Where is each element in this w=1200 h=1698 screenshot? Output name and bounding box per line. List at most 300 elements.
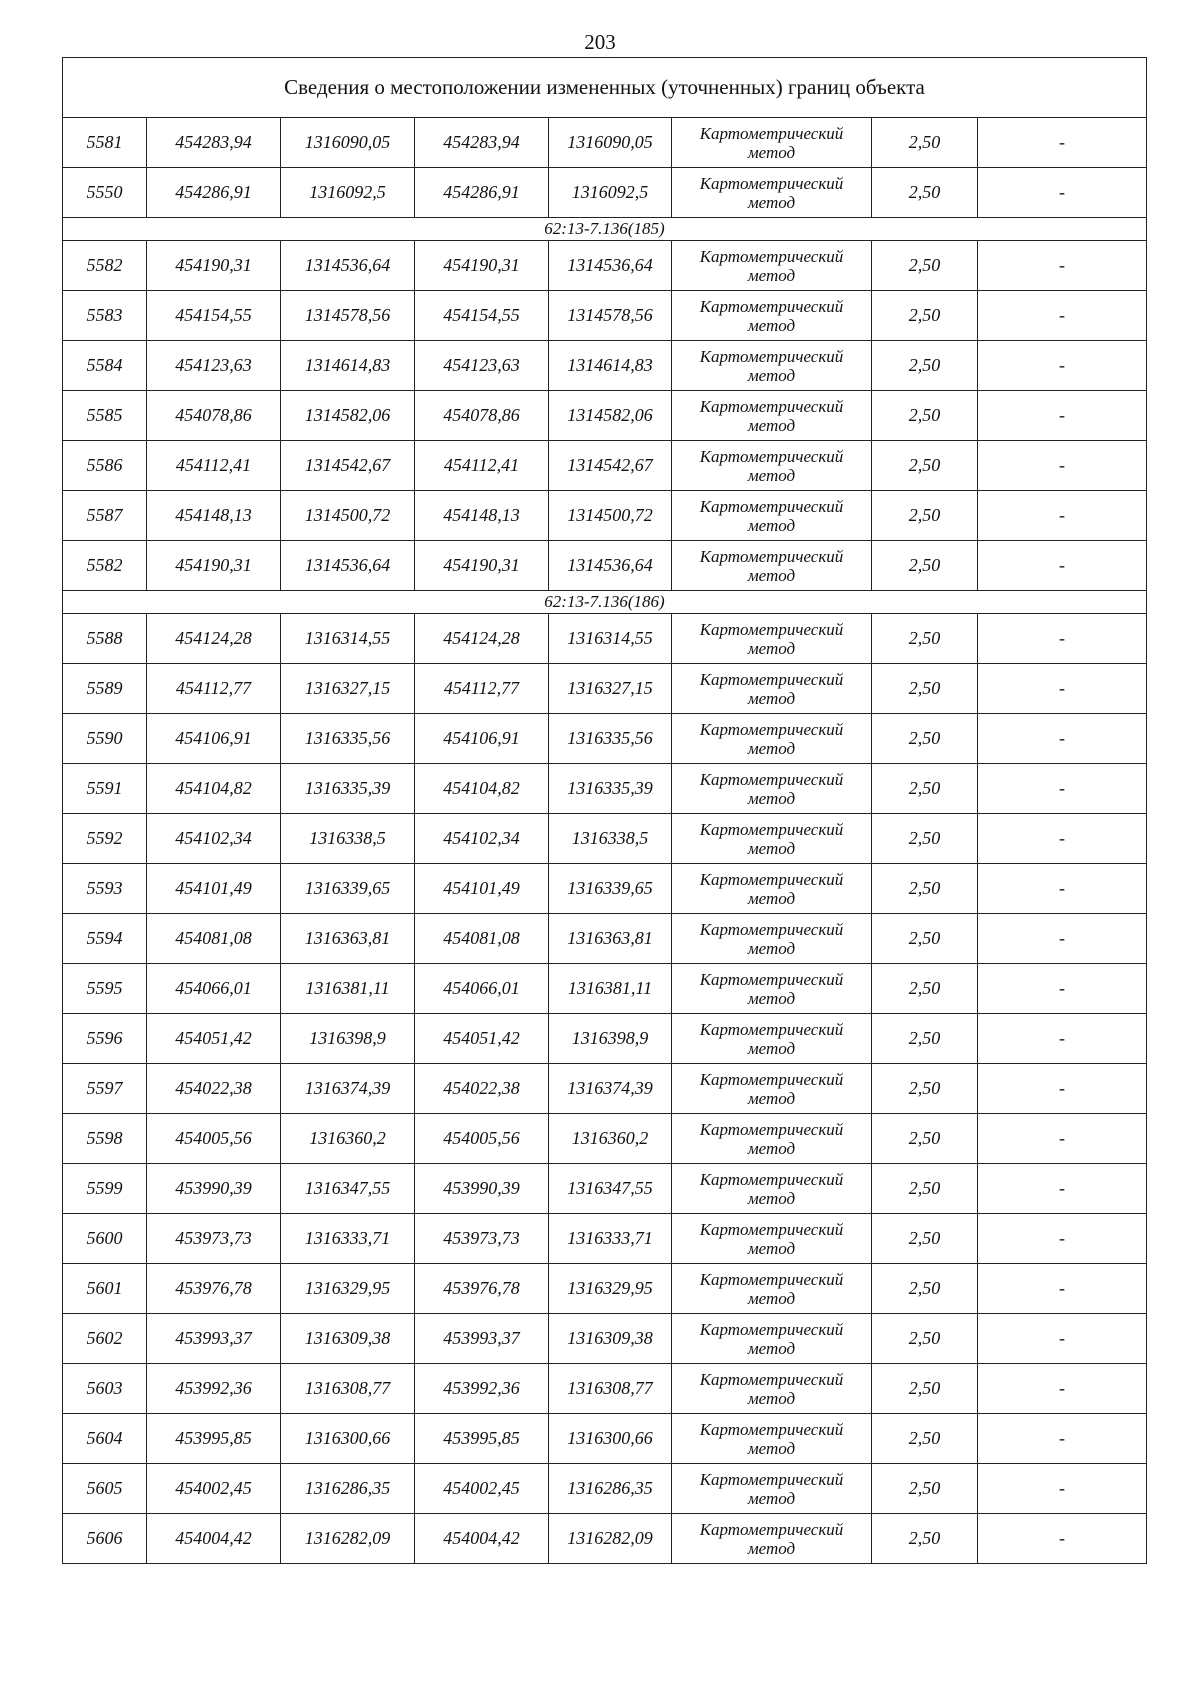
- method-line-1: Картометрический: [699, 396, 844, 416]
- existing-y-cell: 1314536,64: [281, 241, 415, 291]
- existing-y-cell: 1316338,5: [281, 814, 415, 864]
- accuracy-cell: 2,50: [872, 1014, 978, 1064]
- refined-y-cell: 1316363,81: [549, 914, 672, 964]
- method-cell: [672, 168, 872, 218]
- note-cell: -: [978, 291, 1147, 341]
- existing-y-cell: 1314578,56: [281, 291, 415, 341]
- refined-x-cell: 454078,86: [415, 391, 549, 441]
- method-line-1: Картометрический: [699, 1069, 844, 1089]
- note-cell: -: [978, 491, 1147, 541]
- method-cell: [672, 1214, 872, 1264]
- existing-y-cell: 1316335,39: [281, 764, 415, 814]
- note-cell: -: [978, 1314, 1147, 1364]
- method-cell: [672, 714, 872, 764]
- table-row: [63, 864, 1147, 914]
- method-line-2: метод: [747, 365, 796, 385]
- method-line-2: метод: [747, 315, 796, 335]
- refined-x-cell: 453993,37: [415, 1314, 549, 1364]
- note-cell: -: [978, 168, 1147, 218]
- accuracy-cell: 2,50: [872, 1514, 978, 1564]
- existing-y-cell: 1316339,65: [281, 864, 415, 914]
- refined-x-cell: 454022,38: [415, 1064, 549, 1114]
- table-row: [63, 241, 1147, 291]
- method-cell: [672, 491, 872, 541]
- existing-x-cell: 454101,49: [147, 864, 281, 914]
- existing-y-cell: 1316090,05: [281, 118, 415, 168]
- method-line-1: Картометрический: [699, 1369, 844, 1389]
- table-row: [63, 1214, 1147, 1264]
- table-row: [63, 1464, 1147, 1514]
- method-line-1: Картометрический: [699, 1219, 844, 1239]
- point-number-cell: 5587: [63, 491, 147, 541]
- table-row: [63, 391, 1147, 441]
- accuracy-cell: 2,50: [872, 1164, 978, 1214]
- note-cell: -: [978, 714, 1147, 764]
- table-row: [63, 1064, 1147, 1114]
- note-cell: -: [978, 614, 1147, 664]
- refined-y-cell: 1316381,11: [549, 964, 672, 1014]
- coordinates-table: [62, 57, 1147, 1564]
- method-cell: [672, 914, 872, 964]
- method-cell: [672, 1064, 872, 1114]
- method-line-2: метод: [747, 415, 796, 435]
- method-line-1: Картометрический: [699, 1319, 844, 1339]
- point-number-cell: 5593: [63, 864, 147, 914]
- refined-y-cell: 1316360,2: [549, 1114, 672, 1164]
- note-cell: -: [978, 541, 1147, 591]
- method-line-2: метод: [747, 192, 796, 212]
- refined-x-cell: 454002,45: [415, 1464, 549, 1514]
- existing-x-cell: 454004,42: [147, 1514, 281, 1564]
- point-number-cell: 5598: [63, 1114, 147, 1164]
- method-line-2: метод: [747, 1538, 796, 1558]
- refined-x-cell: 454102,34: [415, 814, 549, 864]
- existing-y-cell: 1316286,35: [281, 1464, 415, 1514]
- table-row: [63, 664, 1147, 714]
- method-line-2: метод: [747, 1338, 796, 1358]
- table-row: [63, 168, 1147, 218]
- method-cell: [672, 664, 872, 714]
- accuracy-cell: 2,50: [872, 1214, 978, 1264]
- method-line-1: Картометрический: [699, 173, 844, 193]
- existing-y-cell: 1316374,39: [281, 1064, 415, 1114]
- accuracy-cell: 2,50: [872, 1464, 978, 1514]
- method-cell: [672, 118, 872, 168]
- method-line-1: Картометрический: [699, 719, 844, 739]
- method-line-2: метод: [747, 688, 796, 708]
- refined-y-cell: 1316335,39: [549, 764, 672, 814]
- point-number-cell: 5599: [63, 1164, 147, 1214]
- method-line-1: Картометрический: [699, 1269, 844, 1289]
- point-number-cell: 5586: [63, 441, 147, 491]
- accuracy-cell: 2,50: [872, 1414, 978, 1464]
- existing-y-cell: 1316327,15: [281, 664, 415, 714]
- refined-x-cell: 454154,55: [415, 291, 549, 341]
- existing-x-cell: 454112,77: [147, 664, 281, 714]
- method-cell: [672, 1314, 872, 1364]
- method-cell: [672, 1364, 872, 1414]
- refined-y-cell: 1316092,5: [549, 168, 672, 218]
- note-cell: -: [978, 1464, 1147, 1514]
- method-cell: [672, 391, 872, 441]
- existing-x-cell: 454286,91: [147, 168, 281, 218]
- method-line-1: Картометрический: [699, 1119, 844, 1139]
- accuracy-cell: 2,50: [872, 614, 978, 664]
- refined-y-cell: 1316374,39: [549, 1064, 672, 1114]
- table-body: [63, 58, 1147, 1564]
- existing-y-cell: 1316363,81: [281, 914, 415, 964]
- method-line-1: Картометрический: [699, 123, 844, 143]
- accuracy-cell: 2,50: [872, 964, 978, 1014]
- refined-x-cell: 454081,08: [415, 914, 549, 964]
- refined-y-cell: 1316329,95: [549, 1264, 672, 1314]
- method-cell: [672, 1114, 872, 1164]
- page-number: 203: [584, 30, 616, 54]
- method-cell: [672, 1164, 872, 1214]
- accuracy-cell: 2,50: [872, 491, 978, 541]
- refined-y-cell: 1316398,9: [549, 1014, 672, 1064]
- method-cell: [672, 241, 872, 291]
- existing-x-cell: 454005,56: [147, 1114, 281, 1164]
- method-line-2: метод: [747, 888, 796, 908]
- refined-y-cell: 1314582,06: [549, 391, 672, 441]
- table-row: [63, 1114, 1147, 1164]
- table-row: [63, 1514, 1147, 1564]
- existing-y-cell: 1316092,5: [281, 168, 415, 218]
- existing-x-cell: 454022,38: [147, 1064, 281, 1114]
- table-title: Сведения о местоположении измененных (уточненных) границ объекта: [63, 58, 1147, 118]
- note-cell: -: [978, 341, 1147, 391]
- accuracy-cell: 2,50: [872, 1064, 978, 1114]
- method-line-2: метод: [747, 1138, 796, 1158]
- table-row: [63, 964, 1147, 1014]
- accuracy-cell: 2,50: [872, 241, 978, 291]
- method-line-1: Картометрический: [699, 1019, 844, 1039]
- refined-x-cell: 454283,94: [415, 118, 549, 168]
- existing-x-cell: 454190,31: [147, 541, 281, 591]
- refined-y-cell: 1314500,72: [549, 491, 672, 541]
- refined-x-cell: 454123,63: [415, 341, 549, 391]
- method-line-2: метод: [747, 1088, 796, 1108]
- accuracy-cell: 2,50: [872, 391, 978, 441]
- refined-x-cell: 454148,13: [415, 491, 549, 541]
- table-row: [63, 914, 1147, 964]
- method-cell: [672, 1464, 872, 1514]
- refined-y-cell: 1316335,56: [549, 714, 672, 764]
- existing-x-cell: 453993,37: [147, 1314, 281, 1364]
- method-line-2: метод: [747, 1238, 796, 1258]
- method-line-1: Картометрический: [699, 919, 844, 939]
- existing-y-cell: 1316309,38: [281, 1314, 415, 1364]
- method-line-1: Картометрический: [699, 769, 844, 789]
- existing-y-cell: 1314500,72: [281, 491, 415, 541]
- existing-x-cell: 454283,94: [147, 118, 281, 168]
- existing-y-cell: 1316360,2: [281, 1114, 415, 1164]
- method-cell: [672, 814, 872, 864]
- point-number-cell: 5601: [63, 1264, 147, 1314]
- note-cell: -: [978, 1114, 1147, 1164]
- method-line-1: Картометрический: [699, 869, 844, 889]
- point-number-cell: 5591: [63, 764, 147, 814]
- existing-y-cell: 1316308,77: [281, 1364, 415, 1414]
- note-cell: -: [978, 241, 1147, 291]
- note-cell: -: [978, 118, 1147, 168]
- existing-x-cell: 454081,08: [147, 914, 281, 964]
- point-number-cell: 5595: [63, 964, 147, 1014]
- table-row: [63, 1364, 1147, 1414]
- table-row: [63, 714, 1147, 764]
- existing-x-cell: 454123,63: [147, 341, 281, 391]
- method-line-1: Картометрический: [699, 296, 844, 316]
- table-row: [63, 814, 1147, 864]
- method-cell: [672, 964, 872, 1014]
- refined-y-cell: 1316333,71: [549, 1214, 672, 1264]
- refined-x-cell: 454101,49: [415, 864, 549, 914]
- point-number-cell: 5604: [63, 1414, 147, 1464]
- accuracy-cell: 2,50: [872, 1114, 978, 1164]
- section-label: 62:13-7.136(186): [63, 591, 1147, 614]
- refined-x-cell: 454112,77: [415, 664, 549, 714]
- refined-x-cell: 454190,31: [415, 241, 549, 291]
- note-cell: -: [978, 664, 1147, 714]
- existing-x-cell: 454002,45: [147, 1464, 281, 1514]
- refined-x-cell: 453976,78: [415, 1264, 549, 1314]
- refined-y-cell: 1314542,67: [549, 441, 672, 491]
- existing-x-cell: 453976,78: [147, 1264, 281, 1314]
- existing-x-cell: 453973,73: [147, 1214, 281, 1264]
- refined-x-cell: 453990,39: [415, 1164, 549, 1214]
- point-number-cell: 5585: [63, 391, 147, 441]
- method-cell: [672, 614, 872, 664]
- accuracy-cell: 2,50: [872, 1264, 978, 1314]
- existing-x-cell: 454124,28: [147, 614, 281, 664]
- refined-y-cell: 1316327,15: [549, 664, 672, 714]
- method-line-1: Картометрический: [699, 346, 844, 366]
- refined-x-cell: 454066,01: [415, 964, 549, 1014]
- accuracy-cell: 2,50: [872, 168, 978, 218]
- table-row: [63, 341, 1147, 391]
- existing-y-cell: 1316347,55: [281, 1164, 415, 1214]
- refined-x-cell: 454005,56: [415, 1114, 549, 1164]
- existing-x-cell: 454066,01: [147, 964, 281, 1014]
- table-row: [63, 1014, 1147, 1064]
- method-line-1: Картометрический: [699, 619, 844, 639]
- table-row: [63, 1314, 1147, 1364]
- note-cell: -: [978, 1414, 1147, 1464]
- refined-y-cell: 1316338,5: [549, 814, 672, 864]
- method-cell: [672, 1514, 872, 1564]
- existing-y-cell: 1316329,95: [281, 1264, 415, 1314]
- method-cell: [672, 1264, 872, 1314]
- existing-x-cell: 454154,55: [147, 291, 281, 341]
- existing-x-cell: 453995,85: [147, 1414, 281, 1464]
- refined-y-cell: 1316339,65: [549, 864, 672, 914]
- note-cell: -: [978, 441, 1147, 491]
- method-line-2: метод: [747, 1388, 796, 1408]
- note-cell: -: [978, 1064, 1147, 1114]
- existing-x-cell: 454102,34: [147, 814, 281, 864]
- refined-x-cell: 453992,36: [415, 1364, 549, 1414]
- accuracy-cell: 2,50: [872, 664, 978, 714]
- existing-y-cell: 1316333,71: [281, 1214, 415, 1264]
- point-number-cell: 5594: [63, 914, 147, 964]
- existing-x-cell: 453990,39: [147, 1164, 281, 1214]
- existing-x-cell: 454078,86: [147, 391, 281, 441]
- method-cell: [672, 764, 872, 814]
- table-title-row: [63, 58, 1147, 118]
- existing-y-cell: 1314582,06: [281, 391, 415, 441]
- section-header-row: [63, 218, 1147, 241]
- existing-x-cell: 454112,41: [147, 441, 281, 491]
- existing-y-cell: 1314536,64: [281, 541, 415, 591]
- method-line-1: Картометрический: [699, 969, 844, 989]
- method-line-2: метод: [747, 638, 796, 658]
- table-row: [63, 118, 1147, 168]
- method-line-2: метод: [747, 938, 796, 958]
- existing-x-cell: 454104,82: [147, 764, 281, 814]
- refined-x-cell: 453995,85: [415, 1414, 549, 1464]
- point-number-cell: 5597: [63, 1064, 147, 1114]
- point-number-cell: 5589: [63, 664, 147, 714]
- accuracy-cell: 2,50: [872, 341, 978, 391]
- method-cell: [672, 341, 872, 391]
- method-line-2: метод: [747, 1288, 796, 1308]
- table-row: [63, 1414, 1147, 1464]
- refined-y-cell: 1316300,66: [549, 1414, 672, 1464]
- refined-x-cell: 454124,28: [415, 614, 549, 664]
- accuracy-cell: 2,50: [872, 541, 978, 591]
- note-cell: -: [978, 391, 1147, 441]
- refined-x-cell: 454104,82: [415, 764, 549, 814]
- method-line-2: метод: [747, 142, 796, 162]
- accuracy-cell: 2,50: [872, 1364, 978, 1414]
- method-cell: [672, 1414, 872, 1464]
- method-cell: [672, 864, 872, 914]
- refined-x-cell: 454004,42: [415, 1514, 549, 1564]
- method-line-2: метод: [747, 465, 796, 485]
- method-line-1: Картометрический: [699, 1519, 844, 1539]
- refined-y-cell: 1314536,64: [549, 241, 672, 291]
- note-cell: -: [978, 1214, 1147, 1264]
- existing-x-cell: 454106,91: [147, 714, 281, 764]
- note-cell: -: [978, 1514, 1147, 1564]
- point-number-cell: 5588: [63, 614, 147, 664]
- refined-x-cell: 454106,91: [415, 714, 549, 764]
- point-number-cell: 5581: [63, 118, 147, 168]
- refined-y-cell: 1314578,56: [549, 291, 672, 341]
- refined-y-cell: 1316314,55: [549, 614, 672, 664]
- method-line-2: метод: [747, 515, 796, 535]
- method-cell: [672, 291, 872, 341]
- note-cell: -: [978, 814, 1147, 864]
- note-cell: -: [978, 1014, 1147, 1064]
- method-line-2: метод: [747, 738, 796, 758]
- accuracy-cell: 2,50: [872, 914, 978, 964]
- point-number-cell: 5584: [63, 341, 147, 391]
- accuracy-cell: 2,50: [872, 864, 978, 914]
- point-number-cell: 5596: [63, 1014, 147, 1064]
- method-line-2: метод: [747, 1438, 796, 1458]
- method-line-2: метод: [747, 565, 796, 585]
- existing-y-cell: 1316282,09: [281, 1514, 415, 1564]
- section-header-row: [63, 591, 1147, 614]
- point-number-cell: 5550: [63, 168, 147, 218]
- note-cell: -: [978, 914, 1147, 964]
- method-cell: [672, 1014, 872, 1064]
- method-line-2: метод: [747, 265, 796, 285]
- refined-y-cell: 1316347,55: [549, 1164, 672, 1214]
- point-number-cell: 5590: [63, 714, 147, 764]
- method-line-2: метод: [747, 838, 796, 858]
- refined-y-cell: 1316286,35: [549, 1464, 672, 1514]
- note-cell: -: [978, 864, 1147, 914]
- point-number-cell: 5602: [63, 1314, 147, 1364]
- method-line-1: Картометрический: [699, 1419, 844, 1439]
- refined-y-cell: 1316090,05: [549, 118, 672, 168]
- method-line-1: Картометрический: [699, 819, 844, 839]
- existing-y-cell: 1314614,83: [281, 341, 415, 391]
- refined-y-cell: 1314536,64: [549, 541, 672, 591]
- point-number-cell: 5603: [63, 1364, 147, 1414]
- note-cell: -: [978, 1364, 1147, 1414]
- point-number-cell: 5605: [63, 1464, 147, 1514]
- note-cell: -: [978, 964, 1147, 1014]
- existing-x-cell: 454051,42: [147, 1014, 281, 1064]
- existing-y-cell: 1316335,56: [281, 714, 415, 764]
- table-row: [63, 764, 1147, 814]
- point-number-cell: 5582: [63, 241, 147, 291]
- section-label: 62:13-7.136(185): [63, 218, 1147, 241]
- method-line-2: метод: [747, 1038, 796, 1058]
- method-line-2: метод: [747, 1188, 796, 1208]
- refined-y-cell: 1314614,83: [549, 341, 672, 391]
- accuracy-cell: 2,50: [872, 291, 978, 341]
- table-row: [63, 1164, 1147, 1214]
- point-number-cell: 5582: [63, 541, 147, 591]
- existing-y-cell: 1316398,9: [281, 1014, 415, 1064]
- refined-x-cell: 454112,41: [415, 441, 549, 491]
- refined-x-cell: 454286,91: [415, 168, 549, 218]
- accuracy-cell: 2,50: [872, 764, 978, 814]
- method-line-1: Картометрический: [699, 1469, 844, 1489]
- method-line-2: метод: [747, 988, 796, 1008]
- table-row: [63, 541, 1147, 591]
- method-cell: [672, 541, 872, 591]
- method-line-1: Картометрический: [699, 1169, 844, 1189]
- table-row: [63, 441, 1147, 491]
- point-number-cell: 5583: [63, 291, 147, 341]
- method-line-1: Картометрический: [699, 496, 844, 516]
- existing-x-cell: 454190,31: [147, 241, 281, 291]
- accuracy-cell: 2,50: [872, 118, 978, 168]
- refined-x-cell: 454190,31: [415, 541, 549, 591]
- existing-y-cell: 1316300,66: [281, 1414, 415, 1464]
- table-row: [63, 1264, 1147, 1314]
- method-line-1: Картометрический: [699, 669, 844, 689]
- point-number-cell: 5606: [63, 1514, 147, 1564]
- accuracy-cell: 2,50: [872, 714, 978, 764]
- method-line-2: метод: [747, 788, 796, 808]
- refined-y-cell: 1316308,77: [549, 1364, 672, 1414]
- note-cell: -: [978, 764, 1147, 814]
- refined-x-cell: 453973,73: [415, 1214, 549, 1264]
- table-row: [63, 491, 1147, 541]
- point-number-cell: 5592: [63, 814, 147, 864]
- accuracy-cell: 2,50: [872, 441, 978, 491]
- existing-y-cell: 1314542,67: [281, 441, 415, 491]
- existing-y-cell: 1316381,11: [281, 964, 415, 1014]
- point-number-cell: 5600: [63, 1214, 147, 1264]
